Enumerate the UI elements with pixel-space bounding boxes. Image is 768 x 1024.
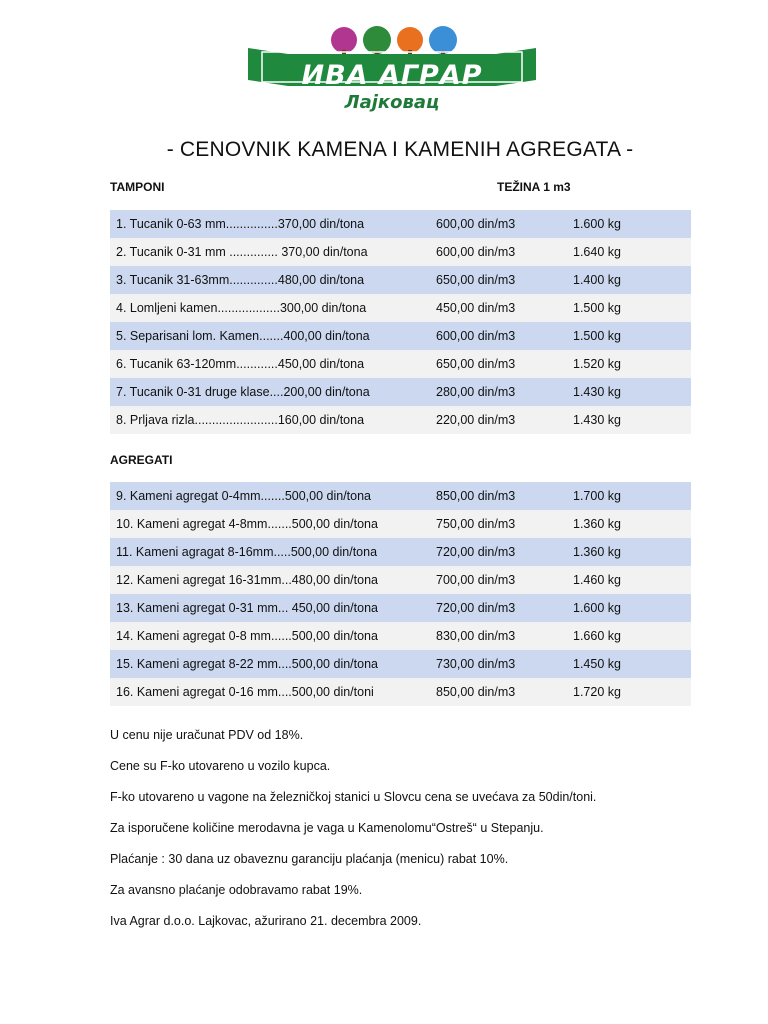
table-row [110, 378, 691, 406]
product-name: 9. Kameni agregat 0-4mm.......500,00 din/tona [116, 489, 372, 503]
weight-per-m3: 1.430 kg [573, 385, 621, 399]
price-per-m3: 650,00 din/m3 [436, 273, 516, 287]
weight-per-m3: 1.700 kg [573, 489, 621, 503]
table-row [110, 538, 691, 566]
note-advance-discount: Za avansno plaćanje odobravamo rabat 19%. [110, 883, 363, 897]
price-per-m3: 850,00 din/m3 [436, 489, 516, 503]
tree-green-icon [363, 26, 391, 54]
product-name: 1. Tucanik 0-63 mm...............370,00 din/tona [116, 217, 365, 231]
table-row [110, 650, 691, 678]
agregati-table [110, 482, 691, 706]
product-name: 13. Kameni agregat 0-31 mm... 450,00 din/tona [116, 601, 378, 615]
price-per-m3: 830,00 din/m3 [436, 629, 516, 643]
weight-column-header: TEŽINA 1 m3 [497, 180, 571, 194]
table-row [110, 406, 691, 434]
product-name: 3. Tucanik 31-63mm..............480,00 din/tona [116, 273, 365, 287]
product-name: 8. Prljava rizla........................160,00 din/tona [116, 413, 365, 427]
weight-per-m3: 1.600 kg [573, 217, 621, 231]
table-row [110, 594, 691, 622]
price-per-m3: 220,00 din/m3 [436, 413, 516, 427]
product-name: 4. Lomljeni kamen..................300,00 din/tona [116, 301, 367, 315]
price-per-m3: 720,00 din/m3 [436, 601, 516, 615]
product-name: 10. Kameni agregat 4-8mm.......500,00 din/tona [116, 517, 378, 531]
table-row [110, 482, 691, 510]
weight-per-m3: 1.500 kg [573, 301, 621, 315]
tree-purple-icon [331, 27, 357, 53]
weight-per-m3: 1.460 kg [573, 573, 621, 587]
price-per-m3: 850,00 din/m3 [436, 685, 516, 699]
price-per-m3: 730,00 din/m3 [436, 657, 516, 671]
price-per-m3: 600,00 din/m3 [436, 329, 516, 343]
note-company-updated: Iva Agrar d.o.o. Lajkovac, ažurirano 21. decembra 2009. [110, 914, 422, 928]
price-per-m3: 650,00 din/m3 [436, 357, 516, 371]
product-name: 11. Kameni agragat 8-16mm.....500,00 din/tona [116, 545, 378, 559]
weight-per-m3: 1.660 kg [573, 629, 621, 643]
table-row [110, 622, 691, 650]
price-per-m3: 700,00 din/m3 [436, 573, 516, 587]
tamponi-table [110, 210, 691, 434]
note-payment-terms: Plaćanje : 30 dana uz obaveznu garanciju plaćanja (menicu) rabat 10%. [110, 852, 509, 866]
note-railway-delivery: F-ko utovareno u vagone na železničkoj stanici u Slovcu cena se uvećava za 50din/toni. [110, 790, 597, 804]
table-row [110, 238, 691, 266]
weight-per-m3: 1.640 kg [573, 245, 621, 259]
product-name: 16. Kameni agregat 0-16 mm....500,00 din/toni [116, 685, 374, 699]
price-per-m3: 450,00 din/m3 [436, 301, 516, 315]
product-name: 15. Kameni agregat 8-22 mm....500,00 din/tona [116, 657, 378, 671]
logo-title: ИВА АГРАР [301, 60, 483, 91]
company-logo [248, 22, 536, 118]
table-row [110, 266, 691, 294]
weight-per-m3: 1.450 kg [573, 657, 621, 671]
product-name: 6. Tucanik 63-120mm............450,00 din/tona [116, 357, 365, 371]
weight-per-m3: 1.430 kg [573, 413, 621, 427]
tree-blue-icon [429, 26, 457, 54]
weight-per-m3: 1.360 kg [573, 545, 621, 559]
product-name: 5. Separisani lom. Kamen.......400,00 din/tona [116, 329, 370, 343]
price-per-m3: 600,00 din/m3 [436, 245, 516, 259]
table-row [110, 566, 691, 594]
note-delivery-vehicle: Cene su F-ko utovareno u vozilo kupca. [110, 759, 331, 773]
price-per-m3: 750,00 din/m3 [436, 517, 516, 531]
weight-per-m3: 1.720 kg [573, 685, 621, 699]
weight-per-m3: 1.400 kg [573, 273, 621, 287]
product-name: 12. Kameni agregat 16-31mm...480,00 din/tona [116, 573, 378, 587]
table-row [110, 294, 691, 322]
logo-subtitle: Лајковац [344, 92, 440, 113]
notes-list [110, 727, 750, 944]
tree-orange-icon [397, 27, 423, 53]
table-row [110, 322, 691, 350]
note-vat: U cenu nije uračunat PDV od 18%. [110, 728, 304, 742]
price-per-m3: 280,00 din/m3 [436, 385, 516, 399]
section-label-agregati: AGREGATI [110, 453, 173, 467]
table-row [110, 210, 691, 238]
note-scale: Za isporučene količine merodavna je vaga u Kamenolomu“Ostreš“ u Stepanju. [110, 821, 544, 835]
section-label-tamponi: TAMPONI [110, 180, 165, 194]
weight-per-m3: 1.360 kg [573, 517, 621, 531]
table-row [110, 678, 691, 706]
weight-per-m3: 1.500 kg [573, 329, 621, 343]
product-name: 7. Tucanik 0-31 druge klase....200,00 din/tona [116, 385, 370, 399]
table-row [110, 510, 691, 538]
product-name: 14. Kameni agregat 0-8 mm......500,00 din/tona [116, 629, 378, 643]
price-per-m3: 720,00 din/m3 [436, 545, 516, 559]
price-per-m3: 600,00 din/m3 [436, 217, 516, 231]
product-name: 2. Tucanik 0-31 mm .............. 370,00 din/tona [116, 245, 368, 259]
weight-per-m3: 1.600 kg [573, 601, 621, 615]
document-title: - CENOVNIK KAMENA I KAMENIH AGREGATA - [166, 138, 634, 161]
weight-per-m3: 1.520 kg [573, 357, 621, 371]
table-row [110, 350, 691, 378]
